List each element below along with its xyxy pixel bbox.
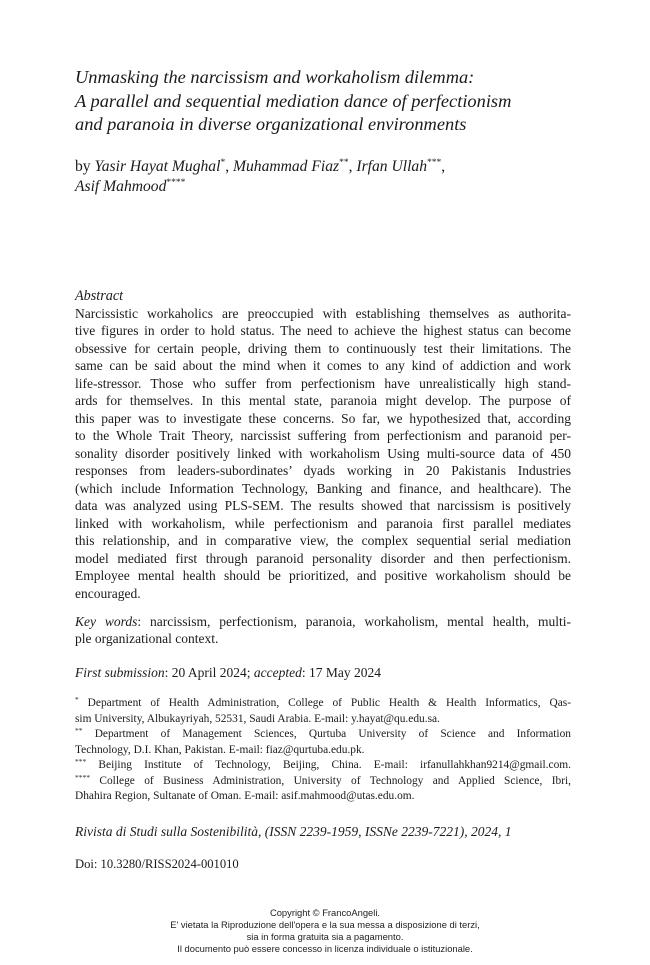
affiliation-mark: ****	[166, 178, 186, 188]
keywords-line: ple organizational context.	[75, 631, 219, 646]
footnote-text: Department of Health Administration, College of Public Health & Health Informatics, Qas-	[78, 697, 571, 709]
author-name: Muhammad Fiaz	[232, 158, 340, 175]
footnote-line	[75, 774, 571, 790]
footnote-mark: **	[75, 727, 83, 735]
footnote-line	[75, 696, 571, 712]
abstract-line: sonality disorder positively linked with workaholism Using multi-source data of 450	[75, 445, 571, 461]
paper-title	[75, 66, 585, 137]
copyright-line: sia in forma gratuita sia a pagamento.	[246, 931, 404, 942]
abstract-line: life-stressor. Those who suffer from perfectionism have unrealistically high stand-	[75, 375, 571, 391]
abstract-line: same can be said about the mind when it comes to any kind of addiction and work	[75, 358, 571, 373]
copyright-line: Copyright © FrancoAngeli.	[269, 907, 381, 918]
first-submission-label: First submission	[75, 665, 165, 680]
abstract-line: this relationship, and in comparative view, the complex sequential serial mediation	[75, 533, 571, 548]
title-line: and paranoia in diverse organizational environments	[75, 114, 467, 134]
submission-dates	[75, 664, 381, 682]
keywords-label: Key words	[75, 613, 138, 629]
author-name: Irfan Ullah	[356, 158, 428, 175]
keywords-line	[75, 613, 571, 631]
abstract-body	[75, 305, 571, 603]
doi: Doi: 10.3280/RISS2024-001010	[75, 857, 239, 871]
copyright-line: Il documento può essere concesso in licenza individuale o istituzionale.	[177, 943, 473, 954]
abstract-line: this paper was to investigate these concerns. So far, we hypothesized that, according	[75, 410, 571, 426]
footnote-text: College of Business Administration, University of Technology and Applied Science, Ibri,	[90, 774, 571, 787]
footnote-text: Department of Management Sciences, Qurtuba University of Science and Information	[82, 728, 571, 740]
author-separator: ,	[225, 158, 233, 175]
affiliation-mark: *	[220, 158, 226, 168]
footnote-mark: ***	[75, 758, 87, 766]
author-name: Asif Mahmood	[75, 178, 167, 195]
title-line: A parallel and sequential mediation dance of perfectionism	[75, 90, 512, 111]
abstract-line: encouraged.	[75, 585, 141, 601]
title-line: Unmasking the narcissism and workaholism dilemma:	[75, 67, 475, 87]
author-name: Yasir Hayat Mughal	[94, 158, 221, 175]
abstract-line: data was analyzed using PLS-SEM. The results showed that narcissism is positively	[75, 498, 571, 513]
footnote-line: Technology, D.I. Khan, Pakistan. E-mail: fiaz@qurtuba.edu.pk.	[75, 743, 365, 756]
abstract-line: ards for themselves. In this mental state, paranoia might develop. The purpose of	[75, 393, 571, 408]
abstract-line: Employee mental health should be prioritized, and positive workaholism should be	[75, 568, 571, 583]
accepted-date: : 17 May 2024	[301, 665, 382, 680]
affiliation-footnotes	[75, 696, 571, 805]
author-separator: ,	[348, 158, 357, 175]
abstract-line: linked with workaholism, while perfectionism and paranoia first parallel mediates	[75, 515, 571, 531]
first-submission-date: : 20 April 2024;	[164, 665, 254, 680]
footnote-line	[75, 758, 571, 774]
footnote-line	[75, 727, 571, 743]
copyright-line: E' vietata la Riproduzione dell'opera e la sua messa a disposizione di terzi,	[170, 919, 480, 930]
abstract-line: obsessive for certain people, driving them to continuously test their limitations. The	[75, 340, 571, 356]
footnote-mark: *	[75, 696, 79, 704]
accepted-label: accepted	[253, 665, 302, 680]
affiliation-mark: ***	[427, 158, 442, 168]
footnote-line: sim University, Albukayriyah, 52531, Saudi Arabia. E-mail: y.hayat@qu.edu.sa.	[75, 712, 440, 725]
affiliation-mark: **	[339, 158, 349, 168]
footnote-text: Beijing Institute of Technology, Beijing, China. E-mail: irfanullahkhan9214@gmail.com.	[86, 759, 571, 771]
footnote-mark: ****	[75, 773, 90, 782]
journal-citation: Rivista di Studi sulla Sostenibilità, (ISSN 2239-1959, ISSNe 2239-7221), 2024, 1	[75, 824, 512, 839]
by-prefix: by	[75, 158, 95, 175]
footnote-line: Dhahira Region, Sultanate of Oman. E-mail: asif.mahmood@utas.edu.om.	[75, 790, 415, 802]
abstract-heading: Abstract	[75, 288, 124, 304]
keywords	[75, 613, 571, 648]
author-separator: ,	[441, 158, 446, 175]
abstract-line: model mediated first through paranoid personality disorder and then perfectionism.	[75, 550, 571, 566]
author-list	[75, 157, 585, 197]
keywords-text: : narcissism, perfectionism, paranoia, workaholism, mental health, multi-	[137, 613, 571, 629]
abstract-line: Narcissistic workaholics are preoccupied with establishing themselves as authorita-	[75, 305, 571, 321]
abstract-line: tive figures in order to hold status. The need to achieve the highest status can become	[75, 323, 571, 338]
copyright-notice	[0, 907, 650, 955]
abstract-line: responses from leaders-subordinates’ dyads working in 20 Pakistanis Industries	[75, 463, 571, 478]
abstract-line: to the Whole Trait Theory, narcissist suffering from perfectionism and paranoid per-	[75, 428, 571, 443]
abstract-line: (which include Information Technology, Banking and finance, and healthcare). The	[75, 480, 571, 496]
